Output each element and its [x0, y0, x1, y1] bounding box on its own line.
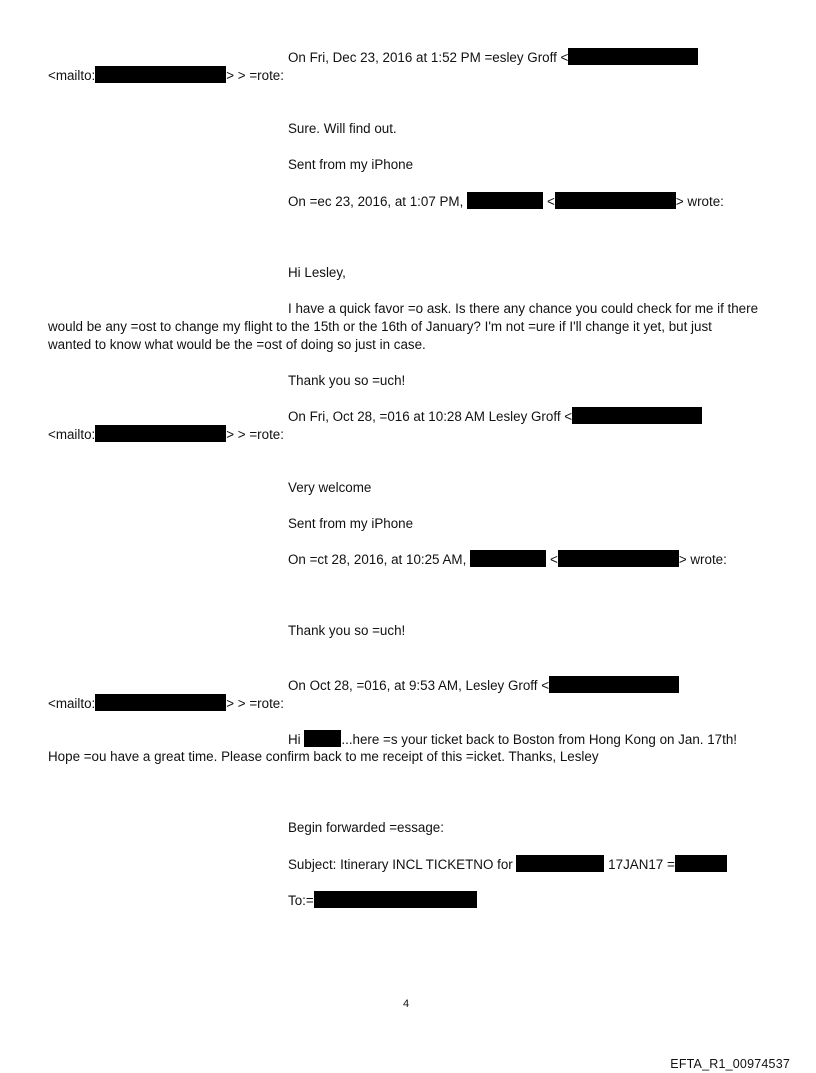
greeting: Hi Lesley, [288, 265, 346, 280]
redaction-bar [95, 66, 226, 83]
lt-sign: < [550, 552, 558, 567]
quote-header-2 [288, 550, 727, 568]
ticket-line-1 [288, 730, 737, 748]
thanks-1: Thank you so =uch! [288, 373, 406, 388]
to-label: To:= [288, 893, 314, 908]
redaction-bar [555, 192, 676, 209]
wrote-label: > wrote: [678, 552, 727, 567]
quote-text: On =ec 23, 2016, at 1:07 PM, [288, 194, 468, 209]
body-line-1: I have a quick favor =o ask. Is there any chance you could check for me if there [288, 301, 759, 316]
quote-text: On =ct 28, 2016, at 10:25 AM, [288, 552, 471, 567]
mailto-label: <mailto: [48, 68, 96, 83]
lt-sign: < [547, 194, 555, 209]
redaction-bar [304, 730, 341, 747]
redaction-bar [675, 855, 727, 872]
header-text: On Oct 28, =016, at 9:53 AM, Lesley Groff < [288, 678, 550, 693]
mailto-line-2 [48, 425, 284, 443]
wrote-label: > > =rote: [226, 68, 284, 83]
redaction-bar [568, 48, 698, 65]
quote-header-1 [288, 192, 724, 210]
redaction-bar [95, 425, 226, 442]
wrote-label: > > =rote: [226, 427, 284, 442]
redaction-bar [549, 676, 679, 693]
reply-text-1: Sure. Will find out. [288, 121, 397, 136]
redaction-bar [467, 192, 543, 209]
wrote-label: > wrote: [675, 194, 724, 209]
body-line-3: wanted to know what would be the =ost of doing so just in case. [48, 337, 426, 352]
to-line [288, 891, 477, 909]
sent-from-2: Sent from my iPhone [288, 516, 414, 531]
reply-text-2: Very welcome [288, 480, 372, 495]
mailto-line-3 [48, 694, 284, 712]
bates-number: EFTA_R1_00974537 [670, 1057, 790, 1071]
ticket-greeting: Hi [288, 732, 305, 747]
redaction-bar [558, 550, 679, 567]
body-line-2: would be any =ost to change my flight to the 15th or the 16th of January? I'm not =ure if I'll change it yet, but just [48, 319, 712, 334]
ticket-line-2: Hope =ou have a great time. Please confirm back to me receipt of this =icket. Thanks, Lesley [48, 749, 599, 764]
redaction-bar [314, 891, 477, 908]
mailto-line-1 [48, 66, 284, 84]
thanks-2: Thank you so =uch! [288, 623, 406, 638]
page-number: 4 [403, 998, 410, 1010]
email-header-3 [288, 676, 679, 694]
forwarded-label: Begin forwarded =essage: [288, 820, 444, 835]
email-header-2 [288, 407, 702, 425]
redaction-bar [516, 855, 604, 872]
ticket-text: ...here =s your ticket back to Boston from Hong Kong on Jan. 17th! [341, 732, 737, 747]
sent-from-1: Sent from my iPhone [288, 157, 414, 172]
header-text: On Fri, Dec 23, 2016 at 1:52 PM =esley Groff < [288, 50, 569, 65]
email-header-1 [288, 48, 698, 66]
wrote-label: > > =rote: [226, 696, 284, 711]
subject-date: 17JAN17 = [604, 857, 675, 872]
redaction-bar [572, 407, 702, 424]
redaction-bar [95, 694, 226, 711]
subject-text: Subject: Itinerary INCL TICKETNO for [288, 857, 517, 872]
header-text: On Fri, Oct 28, =016 at 10:28 AM Lesley Groff < [288, 409, 573, 424]
mailto-label: <mailto: [48, 427, 96, 442]
mailto-label: <mailto: [48, 696, 96, 711]
subject-line [288, 855, 727, 873]
redaction-bar [470, 550, 546, 567]
